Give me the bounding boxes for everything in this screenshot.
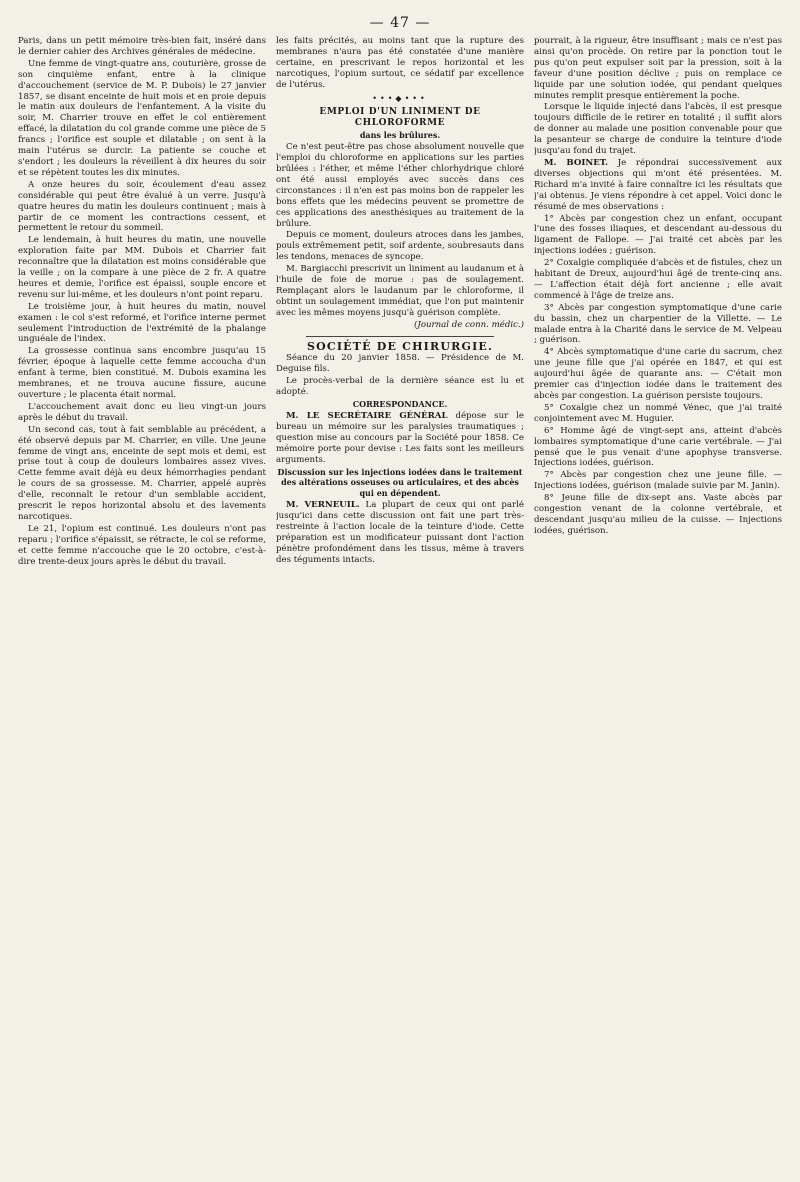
section-divider (306, 336, 494, 337)
article-title: EMPLOI D'UN LINIMENT DE CHLOROFORME (319, 107, 481, 129)
article-subtitle: dans les brûlures. (359, 130, 441, 141)
session-line: Séance du 20 janvier 1858. — Présidence de M. Deguise fils. (276, 353, 524, 375)
paragraph: A onze heures du soir, écoulement d'eau assez considérable qui peut être évalué à un verre. Jusqu'à quatre heures du matin les douleurs continuent ; mais à partir de ce moment les contractions cessent, et permettent le retour du sommeil. (18, 179, 266, 234)
correspondence-title: CORRESPONDANCE. (352, 399, 448, 410)
paragraph: les faits précités, au moins tant que la rupture des membranes n'aura pas été constatée d'une manière certaine, en prescrivant le repos horizontal et les narcotiques, l'opium surtout, ce sédatif par excellence de l'utérus. (276, 36, 524, 90)
paragraph: La grossesse continua sans encombre jusqu'au 15 février, époque à laquelle cette femme accoucha d'un enfant à terme, bien constitué. M. Dubois examina les membranes, et ne trouva aucune fissure, aucune ouverture ; le placenta était normal. (18, 346, 266, 400)
paragraph: pourrait, à la rigueur, être insuffisant ; mais ce n'est pas ainsi qu'on procède. On retire par la ponction tout le pus qu'on peut expulser soit par la pression, soit à la faveur d'une position déclive ; puis on remplace ce liquide par une solution iodée, qui pendant quelques minutes remplit presque entièrement la poche. (534, 36, 782, 101)
paragraph: Depuis ce moment, douleurs atroces dans les jambes, pouls extrêmement petit, soif ardente, soubresauts dans les tendons, menaces de syncope. (276, 230, 524, 263)
text-columns (18, 36, 782, 1176)
paragraph: L'accouchement avait donc eu lieu vingt-un jours après le début du travail. (18, 401, 266, 423)
speaker-name: M. LE SECRÉTAIRE GÉNÉRAL (286, 411, 448, 421)
paragraph: Un second cas, tout à fait semblable au précédent, a été observé depuis par M. Charrier, en ville. Une jeune femme de vingt ans, enceinte de sept mois et demi, est prise tout à coup de douleurs lombaires assez vives. Cette femme avait déjà eu deux hémorrhagies pendant le cours de sa grossesse. M. Charrier, appelé auprès d'elle, reconnaît le retour d'un semblable accident, prescrit le repos horizontal absolu et des lavements narcotiques. (18, 424, 266, 522)
paragraph: Paris, dans un petit mémoire très-bien fait, inséré dans le dernier cahier des Archives générales de médecine. (18, 36, 266, 57)
column-1 (18, 36, 266, 1176)
case-item: 2° Coxalgie compliquée d'abcès et de fistules, chez un habitant de Dreux, aujourd'hui âgé de trente-cinq ans. — L'affection était déjà fort ancienne ; elle avait commencé à l'âge de treize ans. (534, 258, 782, 301)
column-2 (276, 36, 524, 1176)
paragraph: M. Bargiacchi prescrivit un liniment au laudanum et à l'huile de foie de morue : pas de soulagement. Remplaçant alors le laudanum par le chloroforme, il obtint un soulagement immédiat, que l'on put maintenir avec les mêmes moyens jusqu'à guérison complète. (276, 264, 524, 318)
response-paragraph (534, 158, 782, 213)
paragraph: Une femme de vingt-quatre ans, couturière, grosse de son cinquième enfant, entre à la clinique d'accouchement (service de M. P. Dubois) le 27 janvier 1857, se disant enceinte de huit mois et en proie depuis le matin aux douleurs de l'enfantement. A la visite du soir, M. Charrier trouve en effet le col entièrement effacé, la dilatation du col grande comme une pièce de 5 francs ; l'orifice est souple et dilatable ; on sent à la main l'utérus se durcir. La patiente se couche et s'endort ; les douleurs la réveillent à dix heures du soir et se répètent toutes les dix minutes. (18, 58, 266, 178)
case-item: 6° Homme âgé de vingt-sept ans, atteint d'abcès lombaires symptomatique d'une carie vertébrale. — J'ai pensé que le pus venait d'une apophyse transverse. Injections iodées, guérison. (534, 425, 782, 469)
speaker-name: M. VERNEUIL. (286, 500, 360, 511)
paragraph: Le 21, l'opium est continué. Les douleurs n'ont pas reparu ; l'orifice s'épaissit, se rétracte, le col se reforme, et cette femme n'accouche que le 20 octobre, c'est-à-dire trente-deux jours après le début du travail. (18, 523, 266, 567)
case-item: 7° Abcès par congestion chez une jeune fille. — Injections iodées, guérison (malade suivie par M. Janin). (534, 470, 782, 492)
paragraph: Le troisième jour, à huit heures du matin, nouvel examen : le col s'est reformé, et l'orifice interne permet seulement l'introduction de l'extrémité de la phalange unguéale de l'index. (18, 301, 266, 345)
case-item: 1° Abcès par congestion chez un enfant, occupant l'une des fosses iliaques, et descendant au-dessous du ligament de Fallope. — J'ai traité cet abcès par les injections iodées ; guérison. (534, 213, 782, 257)
speaker-paragraph (276, 500, 524, 565)
secretary-paragraph (276, 411, 524, 466)
column-3 (534, 36, 782, 1176)
case-item: 8° Jeune fille de dix-sept ans. Vaste abcès par congestion venant de la colonne vertébrale, et descendant jusqu'au milieu de la cuisse. — Injections iodées, guérison. (534, 493, 782, 536)
speaker-text: Je répondrai successivement aux diverses objections qui m'ont été présentées. M. Richard m'a invité à faire connaître ici les résultats que j'ai obtenus. Je viens répondre à cet appel. Voici donc le résumé de mes observations : (534, 157, 782, 212)
speaker-text: dépose sur le bureau un mémoire sur les paralysies traumatiques ; question mise au concours par la Société pour 1858. Ce mémoire porte pour devise : Les faits sont les meilleurs arguments. (276, 411, 524, 465)
paragraph: Le lendemain, à huit heures du matin, une nouvelle exploration faite par MM. Dubois et Charrier fait reconnaître que la dilatation est moins considérable que la veille ; on la compare à une pièce de 2 fr. A quatre heures et demie, l'orifice est épaissi, souple encore et revenu sur lui-même, et les douleurs n'ont point reparu. (18, 235, 266, 300)
speaker-text: La plupart de ceux qui ont parlé jusqu'ici dans cette discussion ont fait une part très-restreinte à l'action locale de la teinture d'iode. Cette préparation est un modificateur puissant dont l'action pénètre profondément dans les tissus, même à travers des téguments intacts. (276, 500, 524, 565)
ornament-divider: •••◆••• (372, 93, 428, 103)
discussion-title: Discussion sur les injections iodées dans le traitement des altérations osseuses ou articulaires, et des abcès qui en dépendent. (277, 466, 523, 499)
section-heading: SOCIÉTÉ DE CHIRURGIE. (306, 339, 494, 353)
case-item: 3° Abcès par congestion symptomatique d'une carie du bassin, chez un charpentier de la Villette. — Le malade entra à la Charité dans le service de M. Velpeau ; guérison. (534, 302, 782, 346)
article-source: (Journal de conn. médic.) (414, 319, 524, 330)
page-number: — 47 — (369, 15, 431, 31)
case-item: 5° Coxalgie chez un nommé Vénec, que j'ai traité conjointement avec M. Huguier. (534, 402, 782, 424)
speaker-name: M. BOINET. (544, 157, 609, 168)
minutes-line: Le procès-verbal de la dernière séance est lu et adopté. (276, 376, 524, 398)
paragraph: Lorsque le liquide injecté dans l'abcès, il est presque toujours difficile de le retirer en totalité ; il suffit alors de donner au malade une position convenable pour que la pesanteur se charge de conduire la teinture d'iode jusqu'au fond du trajet. (534, 102, 782, 157)
case-item: 4° Abcès symptomatique d'une carie du sacrum, chez une jeune fille que j'ai opérée en 1847, et qui est aujourd'hui âgée de quarante ans. — C'était mon premier cas d'injection iodée dans le traitement des abcès par congestion. La guérison persiste toujours. (534, 347, 782, 401)
paragraph: Ce n'est peut-être pas chose absolument nouvelle que l'emploi du chloroforme en applications sur les parties brûlées : l'éther, et même l'éther chlorhydrique chloré ont été aussi employés avec succès dans ces circonstances : il n'en est pas moins bon de rappeler les bons effets que les médecins peuvent se promettre de ces applications des anesthésiques au traitement de la brûlure. (276, 142, 524, 229)
